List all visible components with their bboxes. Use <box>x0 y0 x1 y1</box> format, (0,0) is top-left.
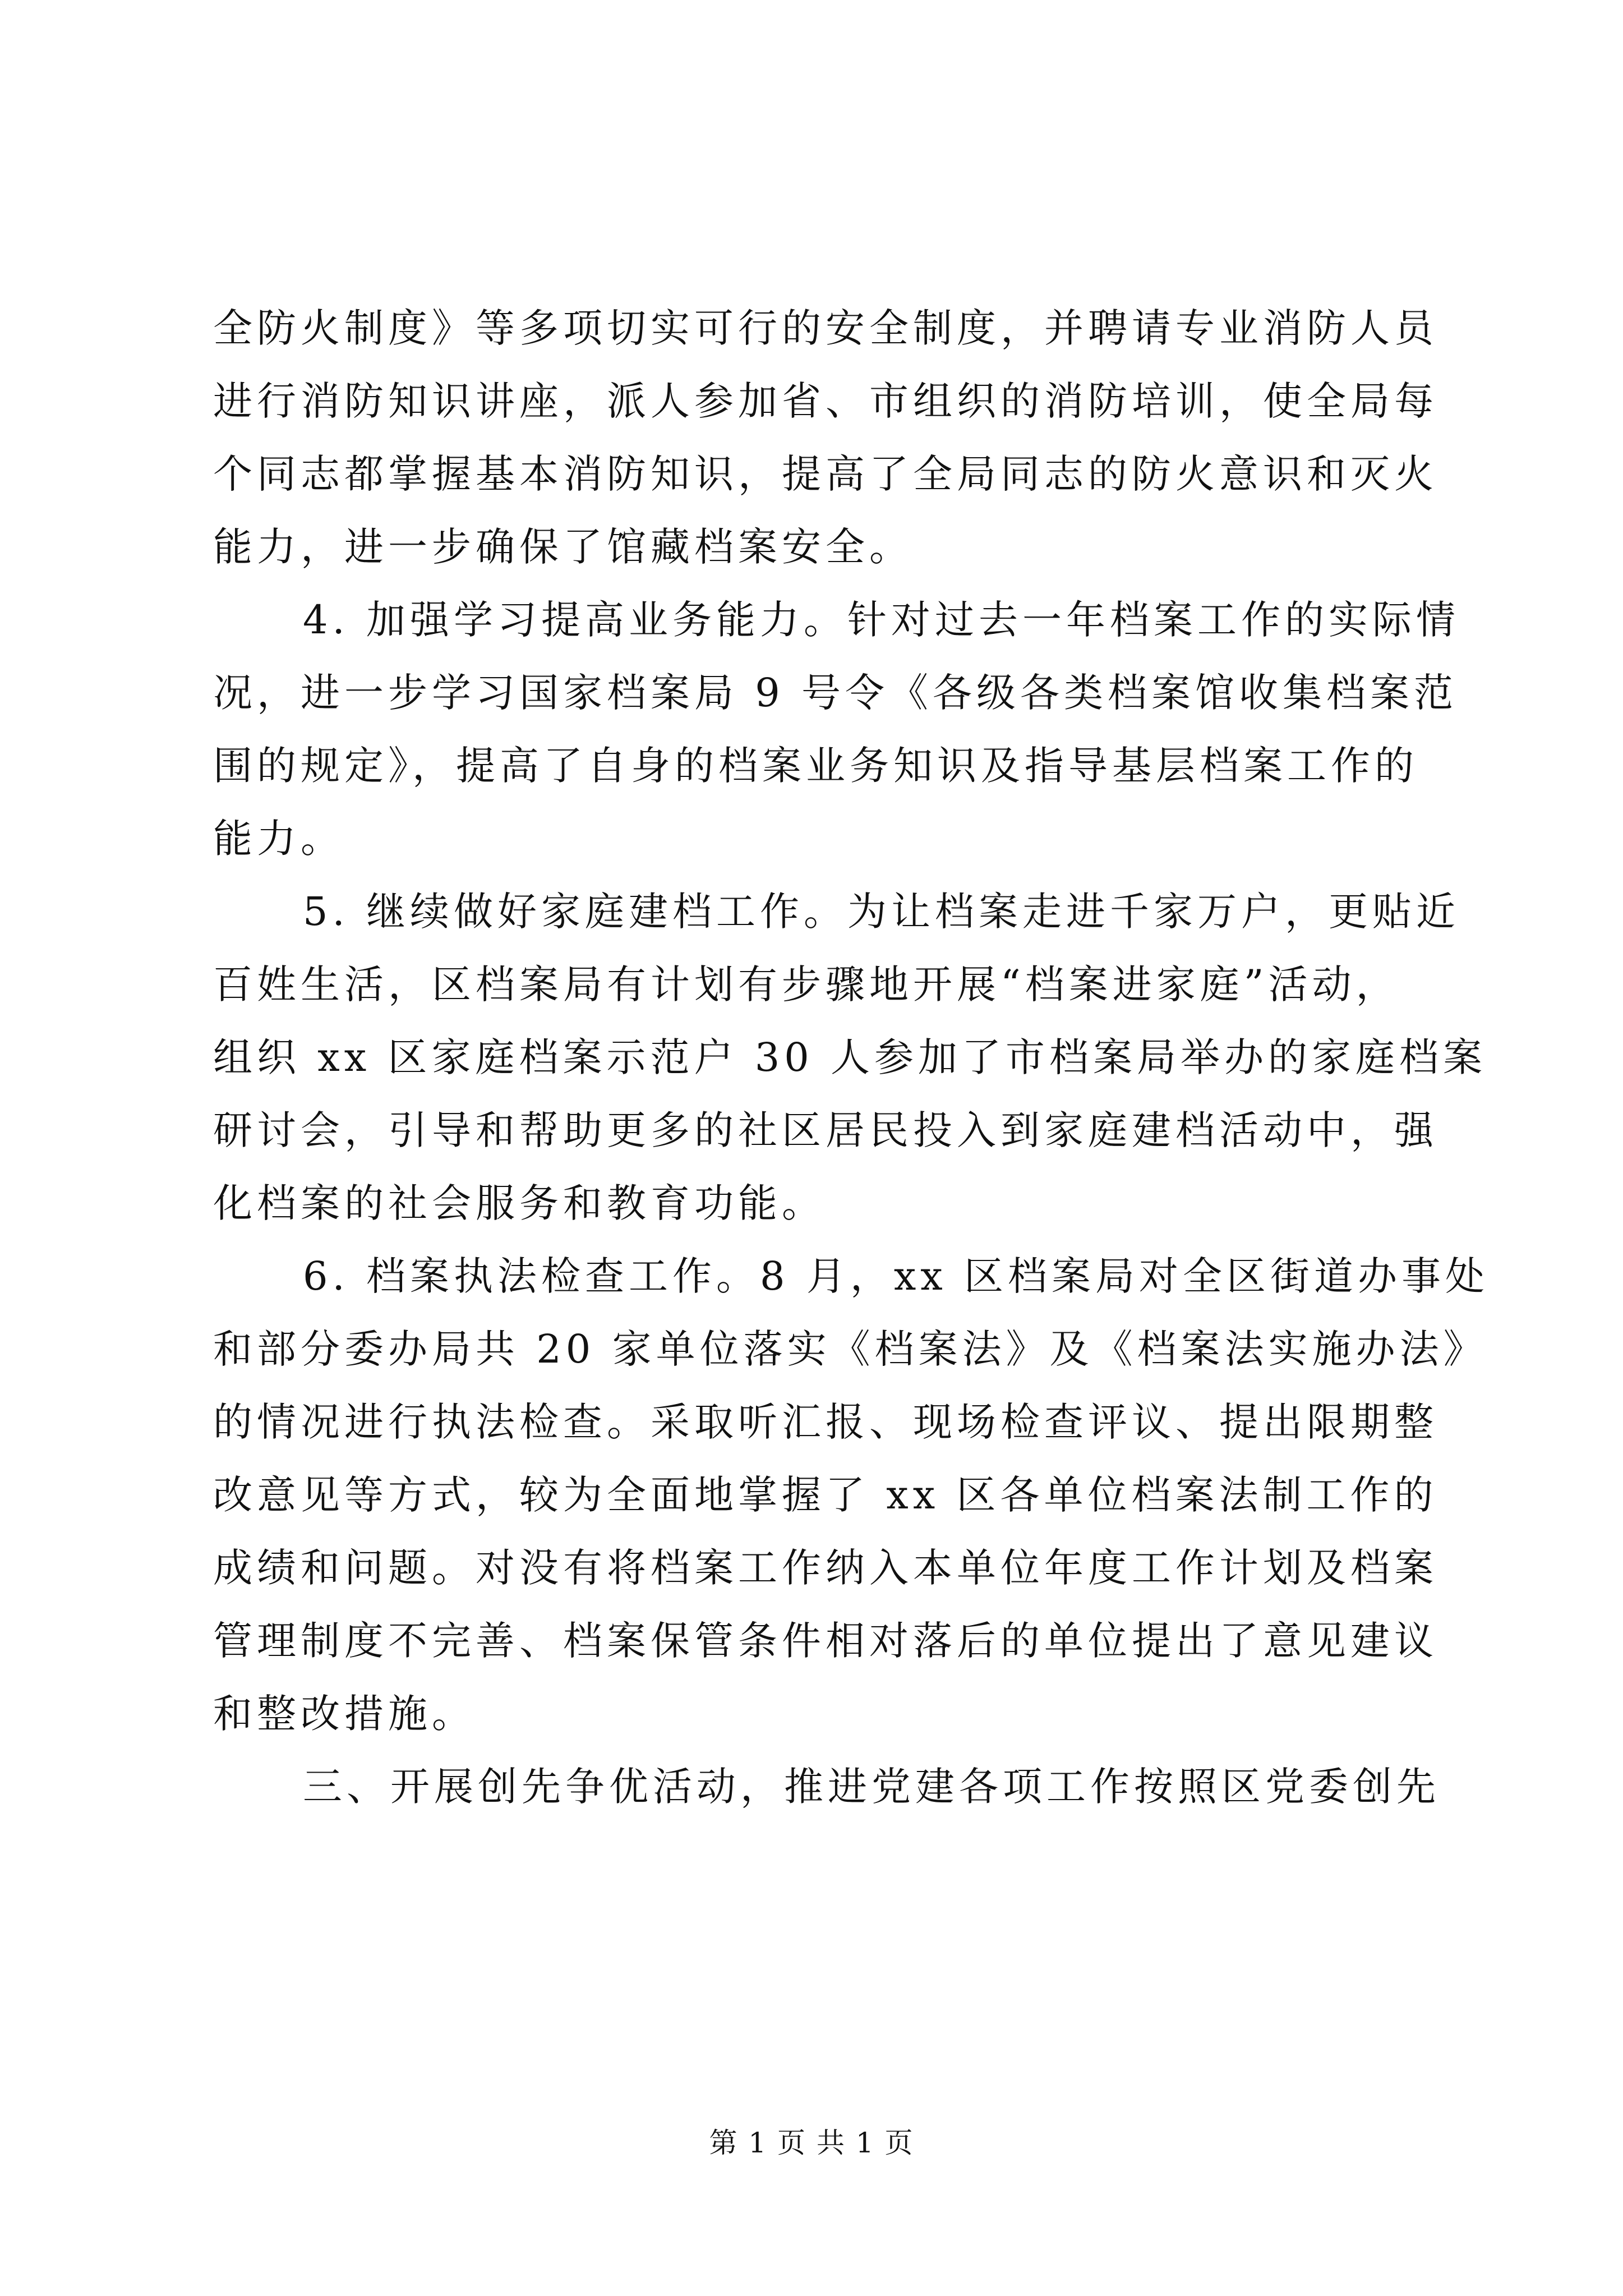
text-line: 5. 继续做好家庭建档工作。为让档案走进千家万户，更贴近 <box>303 889 1460 935</box>
text-line: 和整改措施。 <box>213 1691 476 1737</box>
page-footer <box>0 2126 1623 2160</box>
text-line: 百姓生活，区档案局有计划有步骤地开展“档案进家庭”活动， <box>213 961 1400 1007</box>
page-number-label: 第 1 页 共 1 页 <box>709 2127 914 2159</box>
text-line: 能力，进一步确保了馆藏档案安全。 <box>213 524 913 570</box>
text-line: 研讨会，引导和帮助更多的社区居民投入到家庭建档活动中，强 <box>213 1107 1438 1153</box>
text-line: 管理制度不完善、档案保管条件相对落后的单位提出了意见建议 <box>213 1618 1438 1664</box>
text-line: 进行消防知识讲座，派人参加省、市组织的消防培训，使全局每 <box>213 378 1438 424</box>
text-line: 围的规定》，提高了自身的档案业务知识及指导基层档案工作的 <box>213 743 1418 789</box>
text-line: 的情况进行执法检查。采取听汇报、现场检查评议、提出限期整 <box>213 1399 1438 1445</box>
text-line: 4. 加强学习提高业务能力。针对过去一年档案工作的实际情 <box>303 597 1460 643</box>
text-line: 组织 xx 区家庭档案示范户 30 人参加了市档案局举办的家庭档案 <box>213 1034 1487 1080</box>
text-line: 况，进一步学习国家档案局 9 号令《各级各类档案馆收集档案范 <box>213 670 1458 716</box>
text-line: 能力。 <box>213 816 344 862</box>
text-line: 个同志都掌握基本消防知识，提高了全局同志的防火意识和灭火 <box>213 451 1438 497</box>
document-body <box>213 292 1490 1823</box>
text-line: 和部分委办局共 20 家单位落实《档案法》及《档案法实施办法》 <box>213 1326 1487 1372</box>
paragraph-fire-safety <box>213 292 1438 583</box>
paragraph-item-6 <box>213 1240 1490 1750</box>
paragraph-item-5 <box>213 875 1487 1240</box>
text-line: 三、开展创先争优活动，推进党建各项工作按照区党委创先 <box>303 1764 1440 1810</box>
text-line: 改意见等方式，较为全面地掌握了 xx 区各单位档案法制工作的 <box>213 1472 1438 1518</box>
text-line: 化档案的社会服务和教育功能。 <box>213 1180 826 1226</box>
text-line: 全防火制度》等多项切实可行的安全制度，并聘请专业消防人员 <box>213 305 1438 351</box>
text-line: 6. 档案执法检查工作。8 月，xx 区档案局对全区街道办事处 <box>303 1253 1490 1299</box>
paragraph-section-3 <box>213 1750 1440 1823</box>
paragraph-item-4 <box>213 583 1460 875</box>
text-line: 成绩和问题。对没有将档案工作纳入本单位年度工作计划及档案 <box>213 1545 1438 1591</box>
